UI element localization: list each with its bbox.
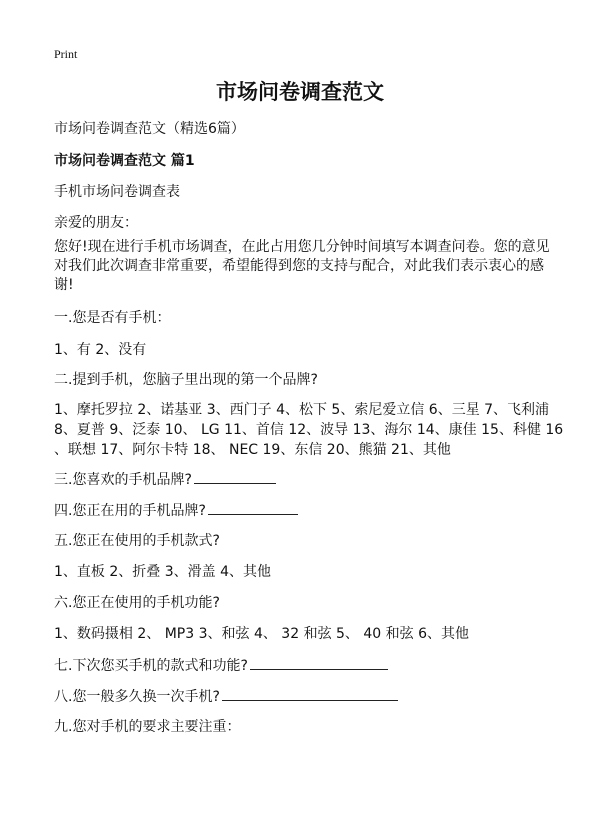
form-title: 手机市场问卷调查表 bbox=[54, 184, 180, 200]
greeting: 亲爱的朋友： bbox=[54, 215, 138, 231]
question-7-text: 七.下次您买手机的款式和功能? bbox=[54, 658, 248, 674]
question-6-options: 1、数码摄相 2、 MP3 3、和弦 4、 32 和弦 5、 40 和弦 6、其他 bbox=[54, 626, 470, 642]
subtitle: 市场问卷调查范文（精选6篇） bbox=[54, 121, 245, 137]
answer-blank-3[interactable] bbox=[194, 469, 276, 484]
question-5: 五.您正在使用的手机款式? bbox=[54, 533, 220, 549]
page-title: 市场问卷调查范文 bbox=[216, 80, 384, 104]
question-4-text: 四.您正在用的手机品牌? bbox=[54, 503, 206, 519]
question-2-options-line-2: 8、夏普 9、泛泰 10、 LG 11、首信 12、波导 13、海尔 14、康佳 15、科健 16 bbox=[54, 422, 564, 438]
print-label: Print bbox=[54, 47, 78, 61]
question-3 bbox=[54, 469, 556, 490]
answer-blank-7[interactable] bbox=[250, 655, 388, 670]
question-2: 二.提到手机，您脑子里出现的第一个品牌? bbox=[54, 372, 318, 388]
answer-blank-8[interactable] bbox=[222, 686, 398, 701]
question-8-text: 八.您一般多久换一次手机? bbox=[54, 689, 220, 705]
question-8 bbox=[54, 686, 556, 707]
question-2-options-line-3: 、联想 17、阿尔卡特 18、 NEC 19、东信 20、熊猫 21、其他 bbox=[54, 442, 451, 458]
question-1-options: 1、有 2、没有 bbox=[54, 342, 147, 358]
question-5-options: 1、直板 2、折叠 3、滑盖 4、其他 bbox=[54, 564, 271, 580]
question-9: 九.您对手机的要求主要注重： bbox=[54, 719, 241, 735]
question-6: 六.您正在使用的手机功能? bbox=[54, 595, 220, 611]
question-7 bbox=[54, 655, 556, 676]
question-4 bbox=[54, 500, 556, 521]
section-heading: 市场问卷调查范文 篇1 bbox=[54, 153, 195, 169]
question-2-options-line-1: 1、摩托罗拉 2、诺基亚 3、西门子 4、松下 5、索尼爱立信 6、三星 7、飞利浦 bbox=[54, 402, 550, 418]
intro-paragraph: 您好!现在进行手机市场调查，在此占用您几分钟时间填写本调查问卷。您的意见对我们此次调查非常重要，希望能得到您的支持与配合，对此我们表示衷心的感谢! bbox=[54, 239, 550, 293]
question-1: 一.您是否有手机： bbox=[54, 310, 171, 326]
question-3-text: 三.您喜欢的手机品牌? bbox=[54, 472, 192, 488]
answer-blank-4[interactable] bbox=[208, 500, 298, 515]
